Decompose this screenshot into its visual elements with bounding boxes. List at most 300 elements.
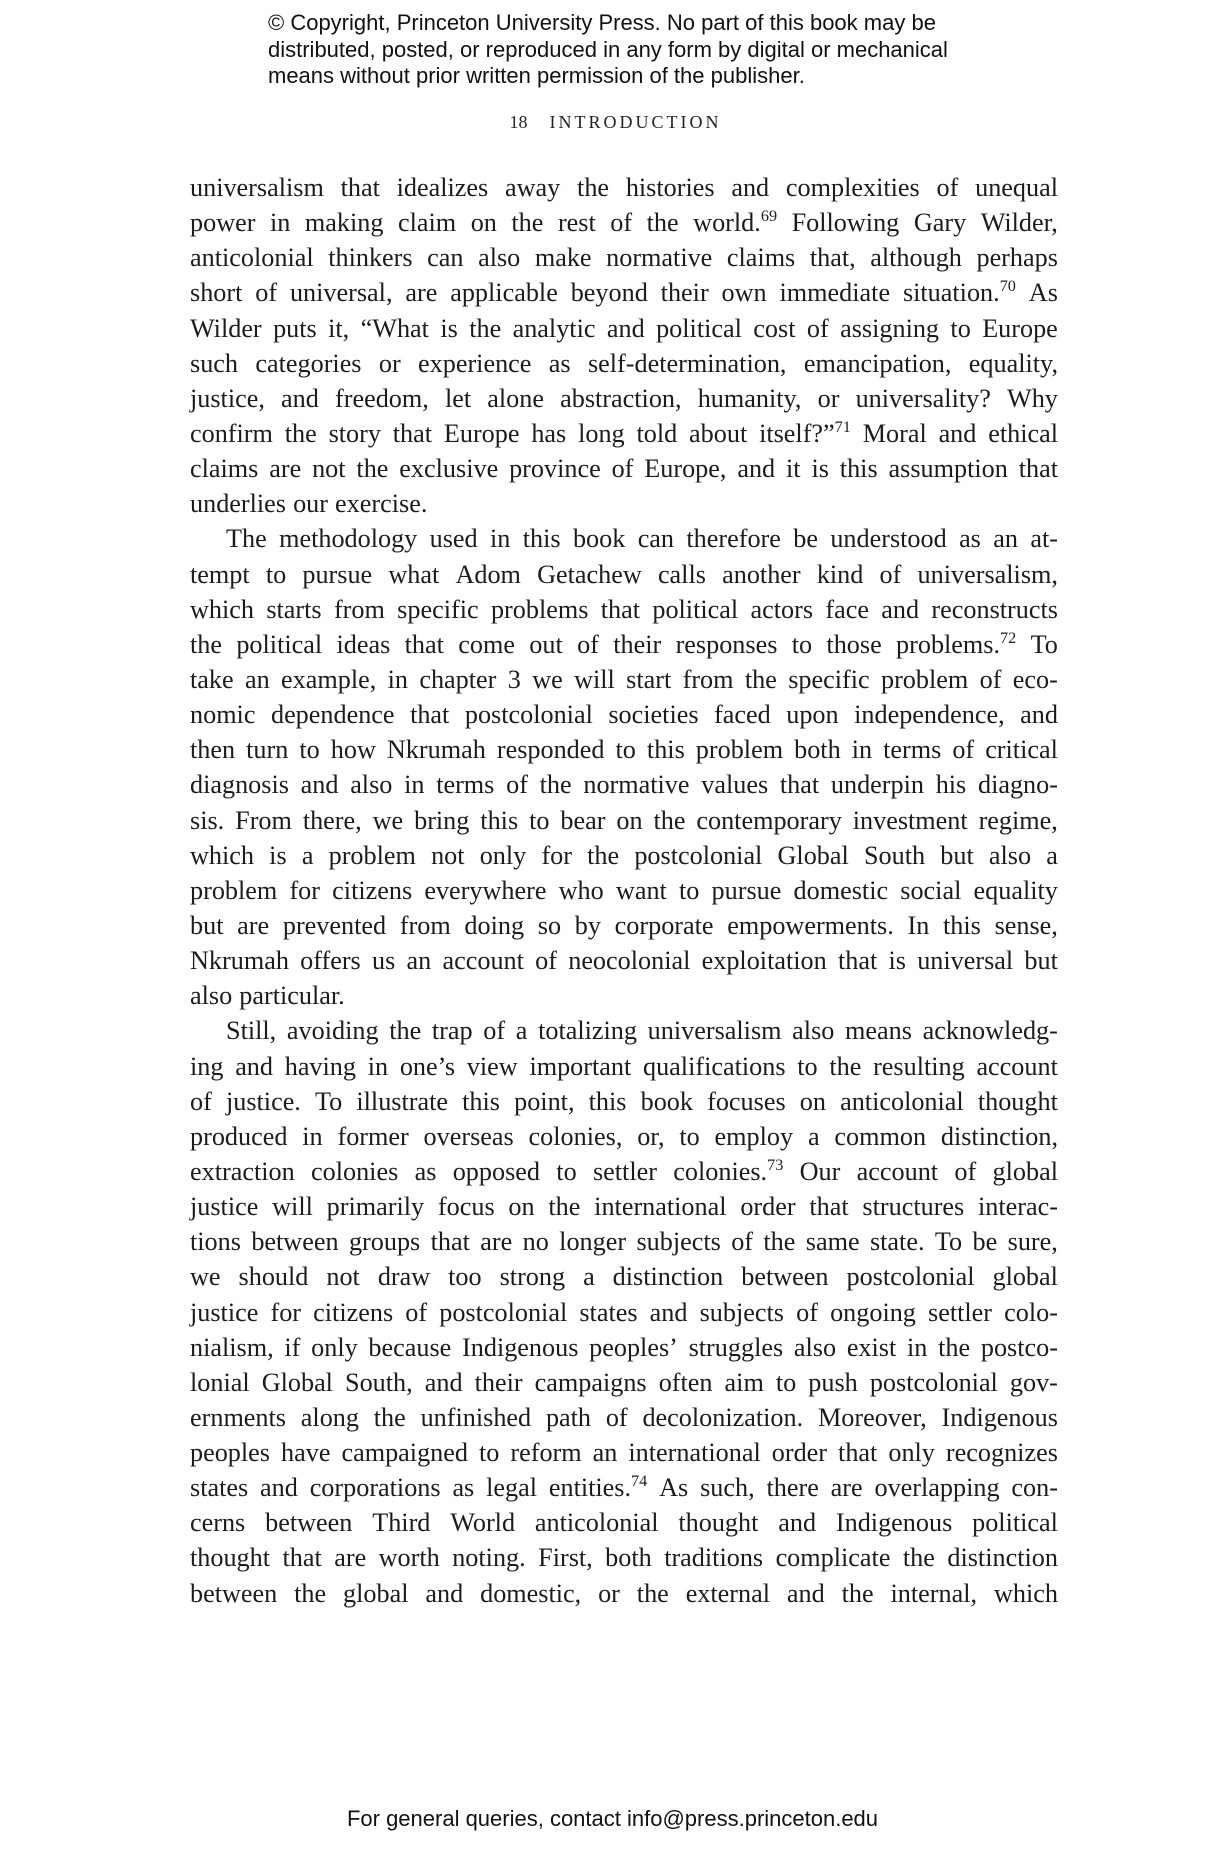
word: to xyxy=(615,735,636,765)
word: of xyxy=(535,946,557,976)
word: take xyxy=(190,664,234,694)
word: another xyxy=(722,559,801,589)
word: To xyxy=(314,1086,343,1116)
word: between xyxy=(251,1227,339,1257)
word: problem xyxy=(190,875,278,905)
word: sense, xyxy=(994,910,1058,940)
word: subjects xyxy=(699,1297,784,1327)
text-line xyxy=(190,1119,1058,1154)
paragraph xyxy=(190,170,1058,521)
word: Wilder xyxy=(190,313,262,343)
word: Moral xyxy=(862,418,927,448)
word: specific xyxy=(397,594,479,624)
word: sure, xyxy=(1007,1227,1058,1257)
word: interac- xyxy=(978,1192,1058,1222)
word: a xyxy=(807,1121,820,1151)
word: lonial xyxy=(190,1367,250,1397)
word: start xyxy=(626,664,672,694)
word: distinction xyxy=(947,1543,1058,1573)
word: the xyxy=(294,1578,327,1608)
word: is xyxy=(888,946,906,976)
text-line xyxy=(190,486,1058,521)
word: Global xyxy=(777,840,849,870)
word: or xyxy=(598,1578,620,1608)
word: diagno- xyxy=(977,770,1058,800)
word: justice xyxy=(190,1192,259,1222)
word: global xyxy=(992,1262,1058,1292)
word: focuses xyxy=(707,1086,786,1116)
word: are xyxy=(830,1473,863,1503)
word: therefore xyxy=(686,524,781,554)
word: external xyxy=(685,1578,771,1608)
text-line xyxy=(190,170,1058,205)
text-line xyxy=(190,1259,1058,1294)
word: the xyxy=(636,1578,669,1608)
copyright-notice xyxy=(268,10,1008,90)
word: along xyxy=(300,1402,359,1432)
word: problem xyxy=(328,840,416,870)
text-line xyxy=(190,1189,1058,1224)
text-line xyxy=(190,1330,1058,1365)
word: assumption xyxy=(888,454,1008,484)
word: an xyxy=(592,1438,618,1468)
word: trap xyxy=(431,1016,473,1046)
word: to xyxy=(529,805,550,835)
word: both xyxy=(794,735,841,765)
word: this xyxy=(839,454,878,484)
footnote-reference[interactable]: 73 xyxy=(767,1155,784,1174)
word: and xyxy=(235,1051,273,1081)
word: regime, xyxy=(978,805,1058,835)
text-line xyxy=(190,381,1058,416)
word: be xyxy=(972,1227,998,1257)
word: has xyxy=(531,418,567,448)
word: short xyxy=(190,278,243,308)
word: structures xyxy=(862,1192,965,1222)
word: political xyxy=(656,313,742,343)
word: confirm xyxy=(190,418,273,448)
word: global xyxy=(992,1156,1058,1186)
text-line xyxy=(190,451,1058,486)
word: complexities xyxy=(785,173,920,202)
word: let xyxy=(444,383,472,413)
text-line xyxy=(190,275,1058,310)
word: sis. xyxy=(190,805,225,835)
word: specific xyxy=(788,664,870,694)
word: be xyxy=(793,524,818,554)
word: should xyxy=(238,1262,309,1292)
word: and xyxy=(737,454,776,484)
word: the xyxy=(744,664,777,694)
word: for xyxy=(541,840,572,870)
word: “What xyxy=(360,313,429,343)
text-line xyxy=(190,346,1058,381)
word: that xyxy=(282,1543,322,1573)
word: faced xyxy=(714,700,771,730)
word: of xyxy=(190,1086,212,1116)
text-line xyxy=(190,662,1058,697)
word: push xyxy=(808,1367,858,1397)
word: chapter xyxy=(419,664,497,694)
word: humanity, xyxy=(697,383,802,413)
word: view xyxy=(466,1051,518,1081)
word: postcolonial xyxy=(846,1262,975,1292)
word: acknowledg- xyxy=(922,1016,1058,1046)
word: applicable xyxy=(450,278,558,308)
word: of xyxy=(806,313,829,343)
word: own xyxy=(721,278,767,308)
word: overseas xyxy=(423,1121,514,1151)
word: the xyxy=(577,173,610,202)
footnote-reference[interactable]: 72 xyxy=(1000,628,1017,647)
word: Nkrumah xyxy=(386,735,486,765)
word: universal xyxy=(917,946,1014,976)
word: immediate xyxy=(779,278,891,308)
word: account xyxy=(442,946,524,976)
word: justice, xyxy=(190,383,265,413)
word: thought xyxy=(190,1543,271,1573)
word: the xyxy=(190,629,222,659)
word: domestic, xyxy=(480,1578,582,1608)
word: of xyxy=(936,173,959,202)
word: From xyxy=(235,805,292,835)
word: in xyxy=(907,1332,928,1362)
word: the xyxy=(841,1578,874,1608)
word: a xyxy=(301,840,314,870)
paragraph xyxy=(190,521,1058,1013)
word: In xyxy=(907,910,930,940)
word: to xyxy=(775,1367,797,1397)
word: universalism xyxy=(647,1016,782,1046)
word: societies xyxy=(608,700,699,730)
word: turn xyxy=(246,735,289,765)
word: of xyxy=(611,454,634,484)
word: diagnosis xyxy=(190,770,289,800)
word: to xyxy=(479,1438,500,1468)
word: such, xyxy=(700,1473,755,1503)
word: strong xyxy=(499,1262,566,1292)
word: the xyxy=(548,1192,581,1222)
word: too xyxy=(448,1262,482,1292)
word: Global xyxy=(261,1367,333,1397)
word: ideas xyxy=(336,629,391,659)
word: this xyxy=(646,735,685,765)
word: from xyxy=(399,910,451,940)
word: their xyxy=(613,629,662,659)
word: alone xyxy=(487,383,544,413)
word: common xyxy=(834,1121,927,1151)
word: exclusive xyxy=(399,454,499,484)
word: make xyxy=(534,243,592,273)
word: domestic xyxy=(793,875,889,905)
word: reconstructs xyxy=(931,594,1058,624)
word: to xyxy=(950,313,971,343)
word: not xyxy=(326,1262,360,1292)
word: the xyxy=(284,418,317,448)
word: starts xyxy=(266,594,322,624)
word: groups xyxy=(348,1227,421,1257)
word: to xyxy=(299,735,320,765)
word: their xyxy=(660,278,709,308)
word: but xyxy=(1024,946,1058,976)
word: normative xyxy=(583,770,690,800)
word: as xyxy=(452,1473,475,1503)
word: out xyxy=(529,629,563,659)
word: equality xyxy=(973,875,1058,905)
word: states xyxy=(190,1473,249,1503)
word: to xyxy=(679,1121,700,1151)
word: such xyxy=(190,348,239,378)
word: world.$^{69}$ xyxy=(693,207,778,238)
word: emancipation, xyxy=(803,348,952,378)
word: the xyxy=(511,208,544,238)
word: are xyxy=(334,1543,367,1573)
footnote-reference[interactable]: 69 xyxy=(760,207,778,226)
word: his xyxy=(935,770,967,800)
word: state. xyxy=(869,1227,925,1257)
word: to xyxy=(791,629,813,659)
text-line xyxy=(190,732,1058,767)
word: values xyxy=(701,770,769,800)
word: come xyxy=(458,629,515,659)
word: histories xyxy=(625,173,715,202)
text-line xyxy=(190,1224,1058,1259)
word: international xyxy=(628,1438,761,1468)
word: and xyxy=(881,594,920,624)
word: if xyxy=(284,1332,301,1362)
text-line xyxy=(190,416,1058,451)
word: unequal xyxy=(975,173,1058,202)
word: categories xyxy=(255,348,362,378)
page-number: 18 xyxy=(509,112,528,132)
word: colo- xyxy=(1004,1297,1058,1327)
word: of xyxy=(952,735,975,765)
word: to xyxy=(797,1051,818,1081)
text-line xyxy=(190,978,1058,1013)
word: between xyxy=(190,1578,278,1608)
copyright-line: means without prior written permission of the publisher. xyxy=(268,63,805,88)
text-line xyxy=(190,1365,1058,1400)
word: that xyxy=(779,770,820,800)
word: the xyxy=(373,1402,406,1432)
word: no xyxy=(522,1227,549,1257)
word: prevented xyxy=(282,910,387,940)
word: former xyxy=(337,1121,409,1151)
text-line xyxy=(190,1154,1058,1189)
word: settler xyxy=(928,1297,993,1327)
word: book xyxy=(640,1086,693,1116)
word: colonies, xyxy=(528,1121,623,1151)
word: opposed xyxy=(452,1156,540,1186)
word: the xyxy=(389,1016,422,1046)
word: qualifications xyxy=(642,1051,786,1081)
word: often xyxy=(658,1367,713,1397)
word: and xyxy=(1020,700,1058,730)
word: only xyxy=(479,840,527,870)
word: postcolonial xyxy=(439,1297,568,1327)
word: story xyxy=(328,418,381,448)
word: are xyxy=(405,278,438,308)
word: problems.$^{72}$ xyxy=(896,628,1017,659)
text-line xyxy=(190,943,1058,978)
word: of xyxy=(605,1402,628,1432)
word: and xyxy=(938,418,977,448)
word: away xyxy=(505,173,561,202)
word: political xyxy=(236,629,323,659)
word: and xyxy=(260,1473,298,1503)
word: internal, xyxy=(890,1578,978,1608)
word: province xyxy=(509,454,601,484)
word: As xyxy=(1028,278,1058,308)
word: the xyxy=(938,1332,971,1362)
word: those xyxy=(826,629,882,659)
word: that xyxy=(404,629,444,659)
word: universal, xyxy=(289,278,393,308)
word: are xyxy=(480,1227,513,1257)
word: anticolonial xyxy=(534,1508,659,1538)
word: To xyxy=(1030,629,1058,659)
word: nialism, xyxy=(190,1332,274,1362)
word: for xyxy=(289,875,320,905)
word: but xyxy=(940,840,974,870)
word: justice. xyxy=(225,1086,301,1116)
word: that xyxy=(430,1227,470,1257)
word: normative xyxy=(606,243,713,273)
word: in xyxy=(851,735,873,765)
word: example, xyxy=(281,664,377,694)
word: this xyxy=(943,910,981,940)
word: Why xyxy=(1006,383,1058,413)
word: making xyxy=(304,208,384,238)
footnote-reference[interactable]: 74 xyxy=(631,1472,648,1491)
word: as xyxy=(548,348,571,378)
word: noting. xyxy=(452,1543,526,1573)
word: face xyxy=(825,594,869,624)
word: in xyxy=(367,1051,389,1081)
word: experience xyxy=(418,348,532,378)
word: pursue xyxy=(302,559,373,589)
word: Still, xyxy=(226,1016,277,1046)
word: anticolonial xyxy=(190,243,314,273)
word: gov- xyxy=(1009,1367,1058,1397)
word: and xyxy=(649,1297,688,1327)
word: universalism xyxy=(190,173,324,202)
word: problem xyxy=(695,735,784,765)
word: will xyxy=(574,664,615,694)
word: how xyxy=(330,735,376,765)
word: we xyxy=(372,805,404,835)
word: assigning xyxy=(840,313,940,343)
word: only xyxy=(888,1438,935,1468)
word: responses xyxy=(675,629,778,659)
word: because xyxy=(368,1332,452,1362)
word: in xyxy=(269,208,291,238)
word: account xyxy=(976,1051,1058,1081)
footnote-reference[interactable]: 71 xyxy=(834,417,851,436)
word: their xyxy=(474,1367,523,1397)
word: problem xyxy=(880,664,969,694)
word: Following xyxy=(791,208,900,238)
word: on xyxy=(799,1086,826,1116)
word: and xyxy=(424,1367,463,1397)
word: on xyxy=(508,1192,535,1222)
word: is xyxy=(811,454,829,484)
word: an xyxy=(244,664,270,694)
word: rest xyxy=(557,208,596,238)
word: that xyxy=(838,1438,878,1468)
word: Nkrumah xyxy=(190,946,289,976)
footnote-reference[interactable]: 70 xyxy=(999,277,1016,296)
word: thinkers xyxy=(328,243,413,273)
word: exercise. xyxy=(335,489,428,519)
word: not xyxy=(312,454,346,484)
word: one’s xyxy=(399,1051,456,1081)
word: global xyxy=(343,1578,409,1608)
word: book xyxy=(572,524,626,554)
word: self-determination, xyxy=(587,348,787,378)
word: produced xyxy=(190,1121,288,1151)
word: an xyxy=(993,524,1018,554)
word: is xyxy=(440,313,458,343)
word: to xyxy=(556,1156,577,1186)
word: citizens xyxy=(332,875,413,905)
text-line xyxy=(190,1013,1058,1048)
text-line xyxy=(190,803,1058,838)
text-line xyxy=(190,767,1058,802)
word: we xyxy=(190,1262,221,1292)
word: it, xyxy=(328,313,350,343)
word: underpin xyxy=(830,770,924,800)
word: of xyxy=(506,770,528,800)
text-line xyxy=(190,1400,1058,1435)
word: is xyxy=(269,840,287,870)
word: To xyxy=(934,1227,963,1257)
text-line xyxy=(190,838,1058,873)
word: Adom xyxy=(455,559,521,589)
word: and xyxy=(300,770,339,800)
word: particular. xyxy=(239,981,345,1011)
word: peoples xyxy=(190,1438,270,1468)
word: dependence xyxy=(270,700,395,730)
word: 3 xyxy=(507,664,521,694)
word: Europe xyxy=(443,418,520,448)
word: between xyxy=(741,1262,829,1292)
word: South, xyxy=(345,1367,413,1397)
word: as xyxy=(414,1156,437,1186)
word: it xyxy=(786,454,801,484)
word: long xyxy=(578,418,625,448)
word: who xyxy=(558,875,604,905)
word: the xyxy=(539,770,572,800)
word: this xyxy=(462,1086,500,1116)
text-line xyxy=(190,311,1058,346)
word: also xyxy=(988,840,1032,870)
word: as xyxy=(959,524,981,554)
word: overlapping xyxy=(874,1473,1000,1503)
word: on xyxy=(616,805,643,835)
word: postcolonial xyxy=(869,1367,998,1397)
word: that xyxy=(392,418,433,448)
word: and xyxy=(281,383,319,413)
word: pursue xyxy=(711,875,782,905)
word: there, xyxy=(302,805,362,835)
word: avoiding xyxy=(286,1016,379,1046)
word: which xyxy=(190,594,254,624)
word: which xyxy=(993,1578,1058,1608)
word: thought xyxy=(977,1086,1058,1116)
word: employ xyxy=(714,1121,794,1151)
word: path xyxy=(545,1402,592,1432)
